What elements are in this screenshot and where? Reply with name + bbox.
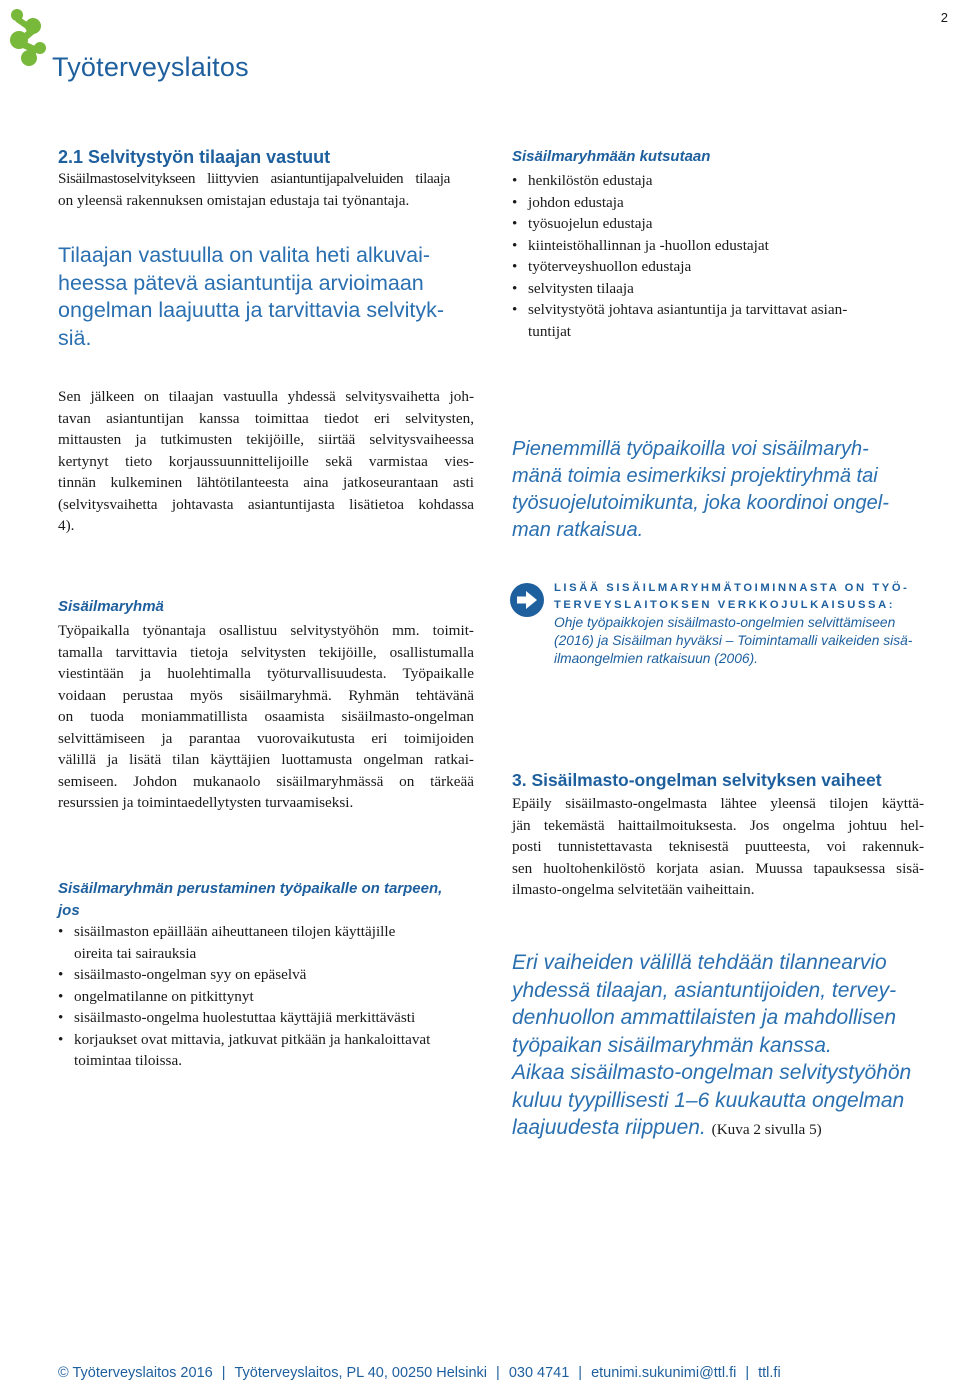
list-item bbox=[512, 256, 912, 278]
pull-quote-small-workplaces bbox=[512, 436, 932, 544]
footer-separator: | bbox=[496, 1365, 500, 1381]
intro-line: on yleensä rakennuksen omistajan edustaja tai työnantaja. bbox=[58, 191, 410, 209]
page-number: 2 bbox=[940, 10, 948, 25]
para-line: tinnän kulkeminen lähtötilanteesta aina jatkoseurantaan asti bbox=[58, 474, 474, 491]
footer-separator: | bbox=[745, 1365, 750, 1381]
pull-quote-phases bbox=[512, 949, 942, 1144]
section3-line: Epäily sisäilmasto-ongelmasta lähtee yleensä tilojen käyttä- bbox=[512, 795, 924, 812]
section3-line: sen huoltohenkilöstö korjata asian. Muussa tapauksessa sisä- bbox=[512, 859, 924, 877]
quote-line: man ratkaisua. bbox=[512, 519, 644, 541]
founding-criteria-list bbox=[58, 921, 474, 1072]
list-item bbox=[58, 921, 474, 964]
tip-body-line[interactable]: (2016) ja Sisäilman hyväksi – Toimintamalli vaikeiden sisä- bbox=[554, 633, 913, 648]
invite-heading: Sisäilmaryhmään kutsutaan bbox=[512, 148, 711, 165]
list-item bbox=[512, 170, 912, 192]
group-line: selvittämiseen ja parantaa vuorovaikutusta eri toimijoiden bbox=[58, 729, 474, 747]
group-line: Työpaikalla työnantaja osallistuu selvitystyöhön mm. toimit- bbox=[58, 622, 474, 639]
responsibility-paragraph bbox=[58, 386, 474, 537]
further-reading-box bbox=[554, 580, 914, 668]
tip-title-line: LISÄÄ SISÄILMARYHMÄTOIMINNASTA ON TYÖ- bbox=[554, 582, 910, 594]
quote-line: työpaikan sisäilmaryhmän kanssa. bbox=[512, 1033, 832, 1057]
list-item bbox=[512, 192, 912, 214]
list-item-text: • työterveyshuollon edustaja bbox=[528, 258, 692, 275]
para-line: mittausten ja tutkimusten tekijöille, siirtää selvitysvaiheessa bbox=[58, 431, 474, 448]
group-line: on tuoda moniammatillista osaamista sisäilmasto-ongelman bbox=[58, 708, 474, 725]
tip-body-line[interactable]: ilmaongelmien ratkaisuun (2006). bbox=[554, 651, 758, 666]
list-item-text: • sisäilmasto-ongelma huolestuttaa käyttäjiä merkittävästi bbox=[74, 1009, 416, 1026]
para-line: Sen jälkeen on tilaajan vastuulla yhdessä selvitysvaihetta joh- bbox=[58, 388, 474, 405]
footer-address: Työterveyslaitos, PL 40, 00250 Helsinki bbox=[234, 1365, 488, 1381]
founding-heading bbox=[58, 878, 442, 922]
footer-web[interactable]: ttl.fi bbox=[758, 1365, 781, 1381]
group-line: viestintään ja huolehtimalla työturvallisuudesta. Työpaikalle bbox=[58, 665, 474, 682]
list-item-text: tuntijat bbox=[528, 322, 572, 340]
quote-line: denhuollon ammattilaisten ja mahdollisen bbox=[512, 1006, 897, 1029]
intro-line: Sisäilmastoselvitykseen liittyvien asiantuntijapalveluiden tilaaja bbox=[58, 170, 450, 187]
para-line: tavan asiantuntijan kanssa toimittaa tiedot eri selvitysten, bbox=[58, 409, 474, 427]
figure-reference[interactable]: (Kuva 2 sivulla 5) bbox=[711, 1121, 822, 1138]
list-item-text: oireita tai sairauksia bbox=[74, 944, 197, 962]
quote-line bbox=[512, 1114, 942, 1144]
list-item bbox=[58, 1029, 474, 1072]
list-item bbox=[512, 235, 912, 257]
para-line: (selvitysvaihetta johtavasta asiantuntijasta lisätietoa kohdassa bbox=[58, 495, 474, 513]
list-item bbox=[58, 986, 474, 1008]
quote-line: työsuojelutoimikunta, joka koordinoi ongel- bbox=[512, 492, 889, 514]
quote-line-text: laajuudesta riippuen. bbox=[512, 1116, 706, 1139]
quote-line: Aikaa sisäilmasto-ongelman selvitystyöhön bbox=[512, 1061, 912, 1084]
arrow-right-circle-icon bbox=[510, 583, 544, 617]
group-line: tamalla tarvittavia tietoja selvitysten tekijöille, osallistumalla bbox=[58, 643, 474, 661]
list-item bbox=[512, 278, 912, 300]
list-item-text: • henkilöstön edustaja bbox=[528, 172, 653, 189]
section3-line: ilmasto-ongelma selvitetään vaiheittain. bbox=[512, 881, 755, 898]
group-paragraph bbox=[58, 620, 474, 814]
group-line: voidaan perustaa myös sisäilmaryhmä. Ryhmän tehtävänä bbox=[58, 686, 474, 704]
footer-copyright: © Työterveyslaitos 2016 bbox=[58, 1365, 213, 1381]
para-line: kertynyt tieto korjaussuunnittelijoille sekä varmistaa vies- bbox=[58, 452, 474, 470]
list-item-text: • sisäilmasto-ongelman syy on epäselvä bbox=[74, 966, 307, 983]
list-item-text: toimintaa tiloissa. bbox=[74, 1052, 182, 1069]
list-item bbox=[58, 964, 474, 986]
section3-line: posti tunnistettavasta teknisestä puutteesta, voi rakennuk- bbox=[512, 838, 924, 855]
section3-line: jän tekemästä haittailmoituksesta. Jos ongelma johtuu hel- bbox=[512, 816, 924, 834]
group-line: välillä ja lisätä tilan käyttäjien luottamusta ongelman ratkai- bbox=[58, 751, 474, 768]
quote-line: Eri vaiheiden välillä tehdään tilannearvio bbox=[512, 951, 887, 974]
list-item-text: • selvitysten tilaaja bbox=[528, 279, 634, 297]
list-item bbox=[512, 299, 912, 342]
quote-line: Pienemmillä työpaikoilla voi sisäilmaryh- bbox=[512, 438, 869, 460]
list-item-text: • johdon edustaja bbox=[528, 193, 624, 211]
list-item-text: • kiinteistöhallinnan ja -huollon edustajat bbox=[528, 236, 769, 254]
group-line: resurssien ja toimintaedellytysten turvaamiseksi. bbox=[58, 794, 354, 811]
quote-line: ongelman laajuutta ja tarvittavia selvityk- bbox=[58, 298, 444, 322]
pull-quote-tilaaja bbox=[58, 242, 468, 352]
list-item-text: • ongelmatilanne on pitkittynyt bbox=[74, 987, 254, 1005]
section3-paragraph bbox=[512, 793, 924, 901]
para-line: 4). bbox=[58, 517, 75, 534]
quote-line: yhdessä tilaajan, asiantuntijoiden, tervey- bbox=[512, 978, 897, 1002]
list-item-text: • selvitystyötä johtava asiantuntija ja tarvittavat asian- bbox=[528, 301, 848, 318]
footer-email[interactable]: etunimi.sukunimi@ttl.fi bbox=[591, 1365, 737, 1381]
list-item-text: • työsuojelun edustaja bbox=[528, 215, 653, 232]
list-item-text: • korjaukset ovat mittavia, jatkuvat pitkään ja hankaloittavat bbox=[74, 1030, 431, 1048]
section-heading-2-1: 2.1 Selvitystyön tilaajan vastuut bbox=[58, 147, 331, 167]
quote-line: Tilaajan vastuulla on valita heti alkuvai- bbox=[58, 243, 431, 267]
invite-list bbox=[512, 170, 912, 342]
section-heading-3: 3. Sisäilmasto-ongelman selvityksen vaiheet bbox=[512, 770, 882, 790]
footer bbox=[58, 1365, 781, 1381]
list-item bbox=[512, 213, 912, 235]
list-item bbox=[58, 1007, 474, 1029]
footer-separator: | bbox=[221, 1365, 226, 1381]
footer-separator: | bbox=[578, 1365, 583, 1381]
quote-line: mänä toimia esimerkiksi projektiryhmä tai bbox=[512, 465, 878, 487]
quote-line: kuluu tyypillisesti 1–6 kuukautta ongelman bbox=[512, 1088, 905, 1112]
founding-heading-line: Sisäilmaryhmän perustaminen työpaikalle on tarpeen, bbox=[58, 880, 443, 897]
quote-line: heessa pätevä asiantuntija arvioimaan bbox=[58, 270, 424, 295]
list-item-text: • sisäilmaston epäillään aiheuttaneen tilojen käyttäjille bbox=[74, 923, 396, 940]
group-heading: Sisäilmaryhmä bbox=[58, 598, 164, 615]
tip-title-line: TERVEYSLAITOKSEN VERKKOJULKAISUSSA: bbox=[554, 599, 896, 611]
quote-line: siä. bbox=[58, 325, 92, 350]
intro-paragraph bbox=[58, 168, 450, 211]
logo-wordmark: Työterveyslaitos bbox=[52, 52, 249, 82]
tip-body-line[interactable]: Ohje työpaikkojen sisäilmasto-ongelmien selvittämiseen bbox=[554, 615, 896, 630]
group-line: semiseen. Johdon mukanaolo sisäilmaryhmässä on tärkeää bbox=[58, 772, 474, 790]
founding-heading-line: jos bbox=[58, 902, 80, 919]
footer-phone[interactable]: 030 4741 bbox=[508, 1365, 570, 1381]
